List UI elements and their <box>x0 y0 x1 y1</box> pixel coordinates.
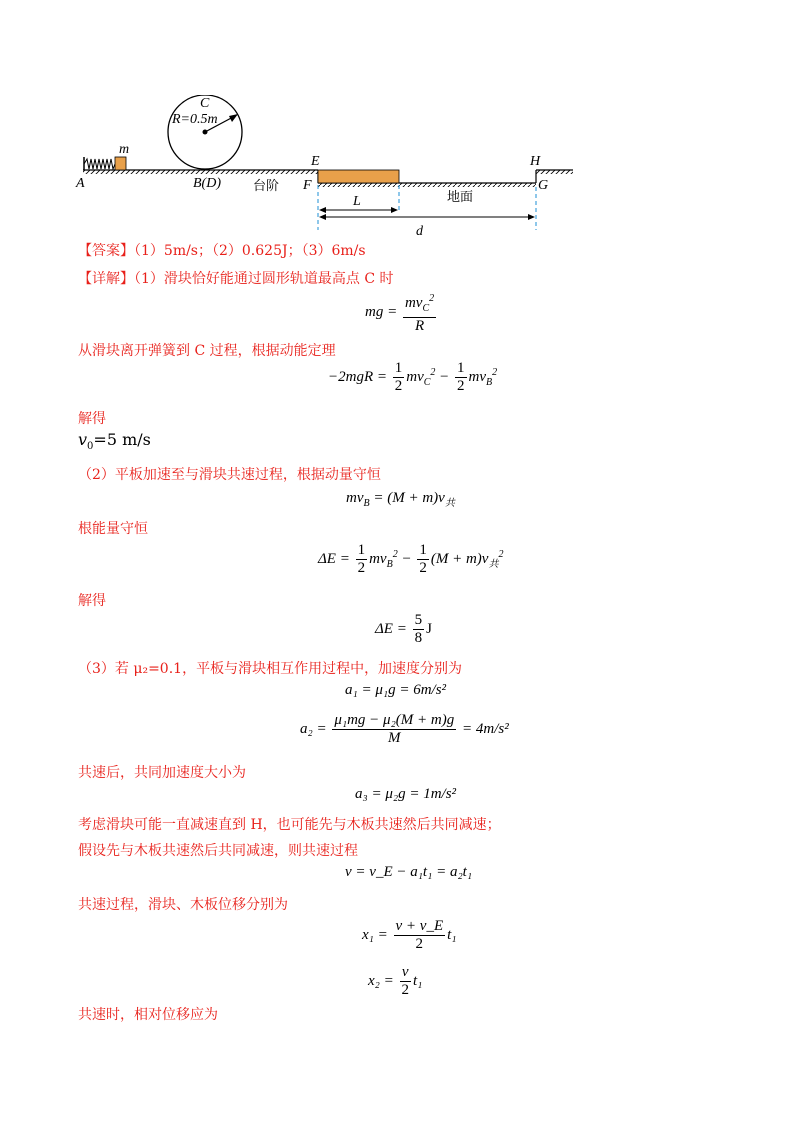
arrow-l-left <box>319 207 326 213</box>
detail-p2: 从滑块离开弹簧到 C 过程，根据动能定理 <box>78 343 336 359</box>
v0-sub: 0 <box>87 441 94 453</box>
eq1-den: R <box>414 318 425 334</box>
detail-p10: 共速时，相对位移应为 <box>78 1007 218 1023</box>
equation-10 <box>362 918 457 953</box>
eq2-lhs: −2mgR = <box>328 368 387 385</box>
step-hatch <box>83 170 318 174</box>
eq10-tail: t₁ <box>447 926 457 943</box>
eq2-mid: mv <box>406 368 424 385</box>
solve-2: 解得 <box>78 593 106 609</box>
v0-value: =5 m/s <box>93 430 151 449</box>
ground-hatch <box>318 183 536 187</box>
detail-p6: 共速后，共同加速度大小为 <box>78 765 246 781</box>
arrow-d-left <box>319 214 326 220</box>
v0-line <box>78 430 151 452</box>
eq1-lhs: mg = <box>365 303 398 320</box>
label-r: R=0.5m <box>172 112 218 127</box>
eq5-num: 5 <box>414 612 423 628</box>
eq5-frac <box>413 612 425 647</box>
detail-p7: 考虑滑块可能一直减速直到 H，也可能先与木板共速然后共同减速； <box>78 817 501 833</box>
arrow-l-right <box>391 207 398 213</box>
label-a: A <box>76 176 85 191</box>
equation-3: $mv_B = (M + m)v_共$ <box>346 490 455 509</box>
eq7-lhs: a₂ = <box>300 720 327 737</box>
eq7-rhs: = 4m/s² <box>461 720 509 737</box>
eq11-tail: t₁ <box>413 972 423 989</box>
equation-7 <box>300 712 509 747</box>
eq10-den: 2 <box>415 936 424 952</box>
label-g: G <box>538 178 549 193</box>
eq1-frac: $\frac{mv_C^2}{R}$ <box>403 290 436 335</box>
detail-p1: （1）滑块恰好能通过圆形轨道最高点 C 时 <box>134 271 394 287</box>
eq11-lhs: x₂ = <box>368 972 394 989</box>
block-m <box>115 157 126 170</box>
solve-1: 解得 <box>78 411 106 427</box>
h-hatch <box>536 170 573 174</box>
equation-1 <box>365 290 438 335</box>
detail-p8: 假设先与木板共速然后共同减速，则共速过程 <box>78 843 358 859</box>
spring <box>84 159 115 169</box>
answer-tag: 【答案】 <box>78 243 134 259</box>
label-f: F <box>303 178 312 193</box>
answer-text: （1）5m/s；（2）0.625J；（3）6m/s <box>134 243 366 259</box>
label-d: d <box>416 224 423 239</box>
label-l: L <box>353 194 361 209</box>
detail-p9: 共速过程，滑块、木板位移分别为 <box>78 897 288 913</box>
eq7-den: M <box>388 730 401 746</box>
label-m: m <box>119 142 130 157</box>
eq3-sub: 共 <box>444 498 455 509</box>
eq5-lhs: ΔE = <box>375 620 407 637</box>
detail-p4: 根能量守恒 <box>78 521 148 537</box>
track-diagram <box>75 95 585 240</box>
equation-8: a₃ = μ₂g = 1m/s² <box>355 786 457 802</box>
eq3-lhs: mv <box>346 490 364 506</box>
equation-5 <box>375 612 432 647</box>
label-ground: 地面 <box>447 190 474 205</box>
eq1-num: mv <box>404 295 423 311</box>
radius-arrow <box>229 114 238 122</box>
eq5-unit: J <box>426 620 432 637</box>
eq5-den: 8 <box>414 630 423 646</box>
detail-line <box>78 268 394 288</box>
eq2-tail: mv <box>468 368 487 385</box>
eq7-frac <box>332 712 456 747</box>
eq10-lhs: x₁ = <box>362 926 388 943</box>
eq10-frac <box>394 918 446 953</box>
label-b: B(D) <box>193 176 221 191</box>
detail-tag: 【详解】 <box>78 271 134 287</box>
label-e: E <box>311 154 320 169</box>
arrow-d-right <box>528 214 535 220</box>
eq11-num: v <box>400 964 412 982</box>
eq3-rhs: = (M + m)v <box>373 490 445 506</box>
v0-symbol: v <box>78 430 88 449</box>
eq10-num: v + v_E <box>395 918 444 934</box>
answer-line <box>78 240 366 260</box>
eq11-den: 2 <box>401 982 409 998</box>
eq11-frac <box>400 964 412 999</box>
label-step: 台阶 <box>253 179 280 194</box>
equation-11 <box>368 964 422 999</box>
equation-4: ΔE = $\frac{1}{2}$ $mv_B^2$ − $\frac{1}{2}$ $(M + m)v_共^2$ <box>318 542 504 576</box>
detail-p5: （3）若 μ₂=0.1，平板与滑块相互作用过程中，加速度分别为 <box>78 661 463 677</box>
detail-p3: （2）平板加速至与滑块共速过程，根据动量守恒 <box>78 467 381 483</box>
eq7-num: μ₁mg − μ₂(M + m)g <box>334 712 455 728</box>
equation-2: −2mgR = $\frac{1}{2}$ $mv_C^2$ − $\frac{1}{2}$ $mv_B^2$ <box>328 360 498 394</box>
eq4-lhs: ΔE = <box>318 550 350 567</box>
plank <box>318 170 399 183</box>
equation-9: v = v_E − a₁t₁ = a₂t₁ <box>345 864 473 880</box>
label-c: C <box>200 96 210 111</box>
label-h: H <box>530 154 541 169</box>
equation-6: a₁ = μ₁g = 6m/s² <box>345 682 447 698</box>
